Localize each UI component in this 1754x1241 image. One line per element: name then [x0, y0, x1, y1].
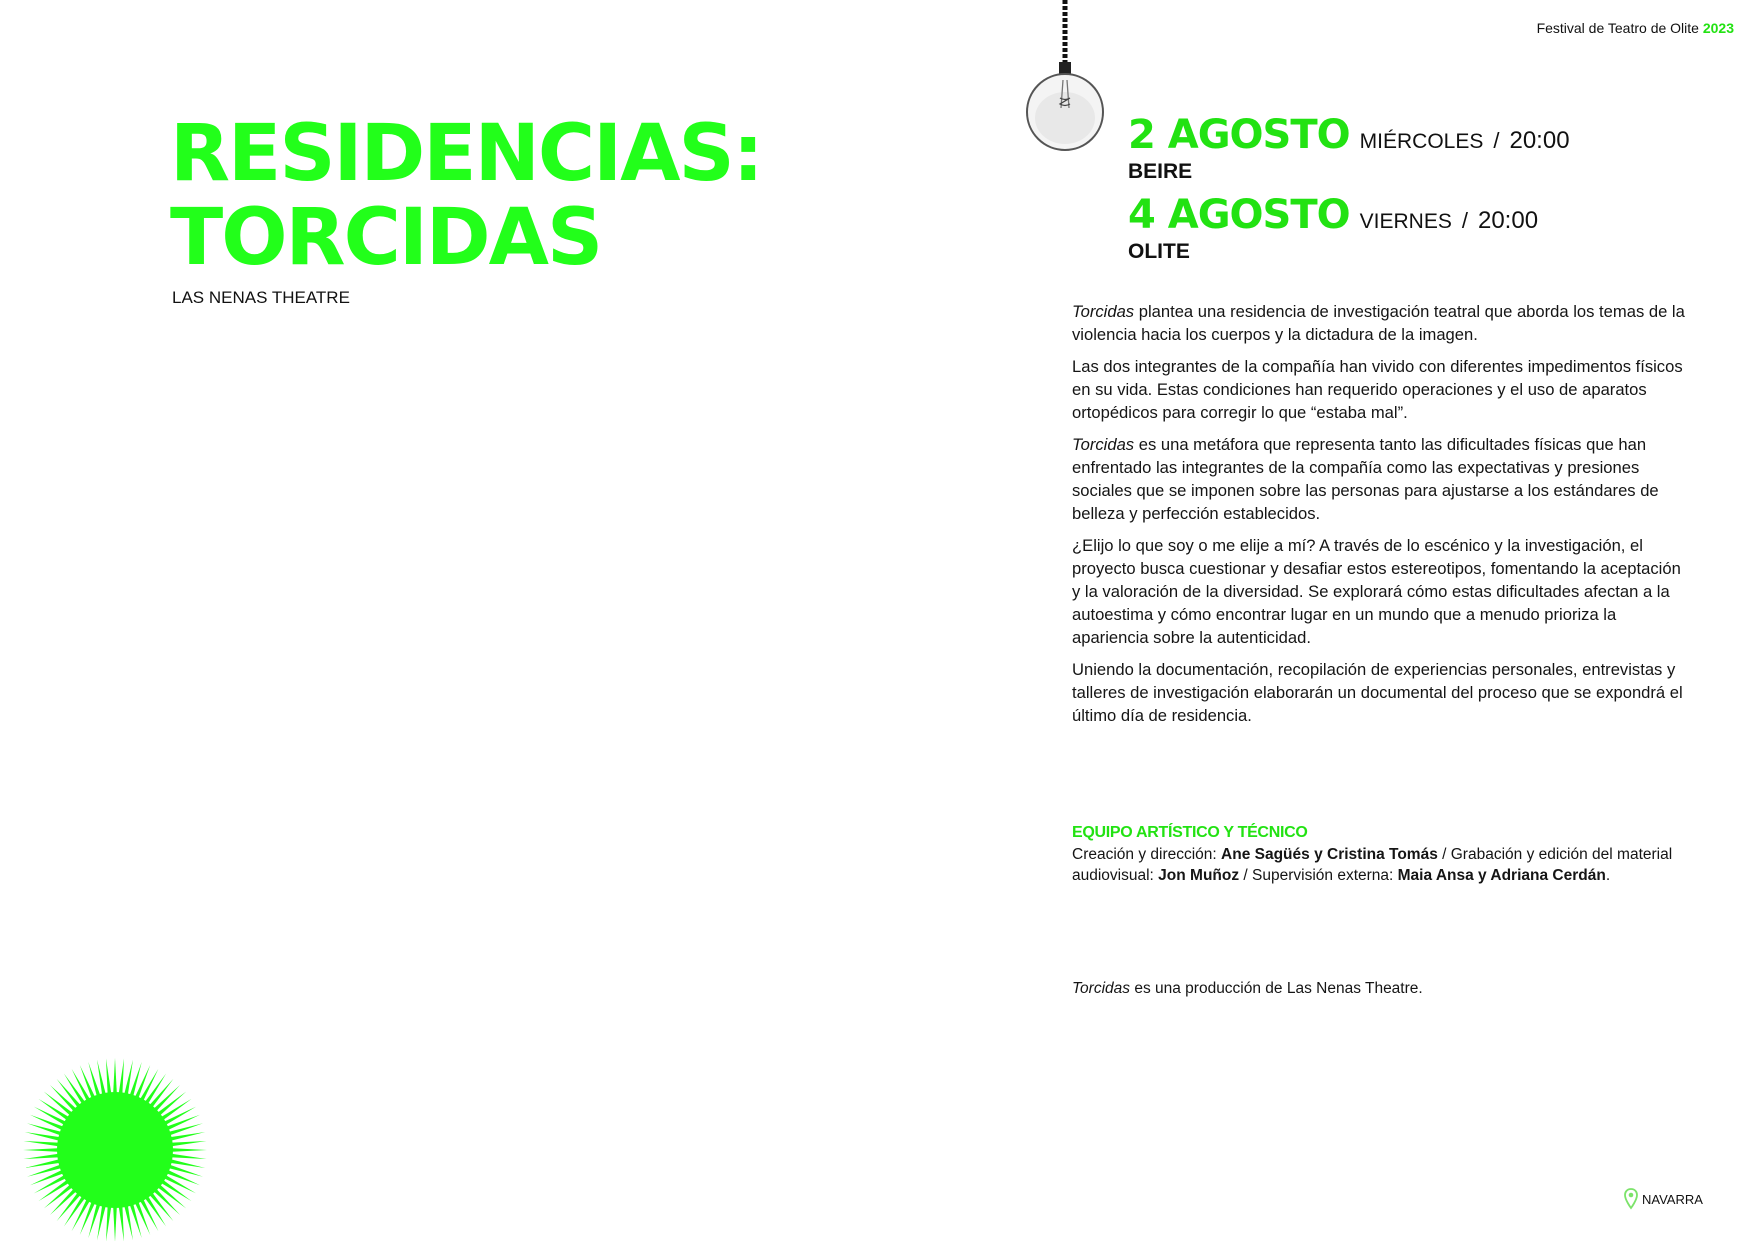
role-names: Ane Sagüés y Cristina Tomás [1221, 845, 1438, 863]
description [1072, 300, 1692, 736]
festival-year: 2023 [1702, 20, 1734, 36]
role-names: Jon Muñoz [1158, 867, 1240, 884]
location-pin-icon [1624, 1188, 1638, 1210]
paragraph-text: es una metáfora que representa tanto las dificultades físicas que han enfrentado las integrantes de la compañía como las expectativas y presiones sociales que se imponen sobre las personas para ajustarse a los estándares de belleza y perfección establecidos. [1072, 435, 1659, 523]
title-line-1: RESIDENCIAS: [170, 109, 762, 199]
festival-label: Festival de Teatro de Olite [1536, 20, 1699, 36]
show-name-italic: Torcidas [1072, 435, 1135, 454]
weekday-2: VIERNES [1359, 210, 1452, 233]
team-credits [1072, 822, 1692, 887]
paragraph-3 [1072, 433, 1692, 525]
team-end: . [1605, 867, 1611, 884]
date-2: 4 AGOSTO [1128, 192, 1350, 238]
weekday-1: MIÉRCOLES [1359, 130, 1484, 153]
place-1: BEIRE [1128, 160, 1193, 183]
show-name-italic: Torcidas [1072, 980, 1131, 997]
show-name-italic: Torcidas [1072, 302, 1135, 321]
date-row [1128, 192, 1570, 238]
company-name: LAS NENAS THEATRE [172, 288, 350, 307]
role-label: / Supervisión externa: [1239, 867, 1398, 884]
region-tag [1624, 1188, 1703, 1210]
team-text [1072, 844, 1692, 887]
paragraph-5: Uniendo la documentación, recopilación de experiencias personales, entrevistas y talleres de investigación elaborarán un documental del proceso que se expondrá el último día de residencia. [1072, 660, 1683, 725]
green-sun-icon [0, 1020, 230, 1241]
paragraph-1 [1072, 300, 1692, 346]
production-note [1072, 980, 1423, 998]
lamp-illustration [1020, 0, 1110, 160]
title-line-2: TORCIDAS [170, 193, 602, 283]
team-heading: EQUIPO ARTÍSTICO Y TÉCNICO [1072, 824, 1308, 841]
role-label: Creación y dirección: [1072, 845, 1222, 863]
date-1: 2 AGOSTO [1128, 112, 1350, 158]
festival-header [1537, 20, 1734, 36]
region-label: NAVARRA [1642, 1191, 1703, 1207]
time-1: 20:00 [1509, 127, 1570, 154]
date-row [1128, 112, 1570, 158]
dates-block [1128, 112, 1570, 272]
place-2: OLITE [1128, 240, 1190, 263]
separator-2: / [1461, 208, 1468, 233]
paragraph-text: plantea una residencia de investigación teatral que aborda los temas de la violencia hacia los cuerpos y la dictadura de la imagen. [1072, 302, 1685, 344]
role-label: / Grabación y edición del material audiovisual: [1072, 845, 1673, 884]
separator-1: / [1493, 128, 1500, 153]
paragraph-2: Las dos integrantes de la compañía han vivido con diferentes impedimentos físicos en su vida. Estas condiciones han requerido operaciones y el uso de aparatos ortopédicos para corregir lo que “estaba mal”. [1072, 357, 1683, 422]
role-names: Maia Ansa y Adriana Cerdán [1397, 867, 1606, 884]
paragraph-4: ¿Elijo lo que soy o me elije a mí? A través de lo escénico y la investigación, el proyecto busca cuestionar y desafiar estos estereotipos, fomentando la aceptación y la valoración de la diversidad. Se explorará cómo estas dificultades afectan a la autoestima y cómo encontrar lugar en un mundo que a menudo prioriza la apariencia sobre la autenticidad. [1072, 536, 1681, 647]
page-title [170, 109, 762, 283]
time-2: 20:00 [1477, 207, 1539, 234]
production-text: es una producción de Las Nenas Theatre. [1130, 980, 1423, 997]
